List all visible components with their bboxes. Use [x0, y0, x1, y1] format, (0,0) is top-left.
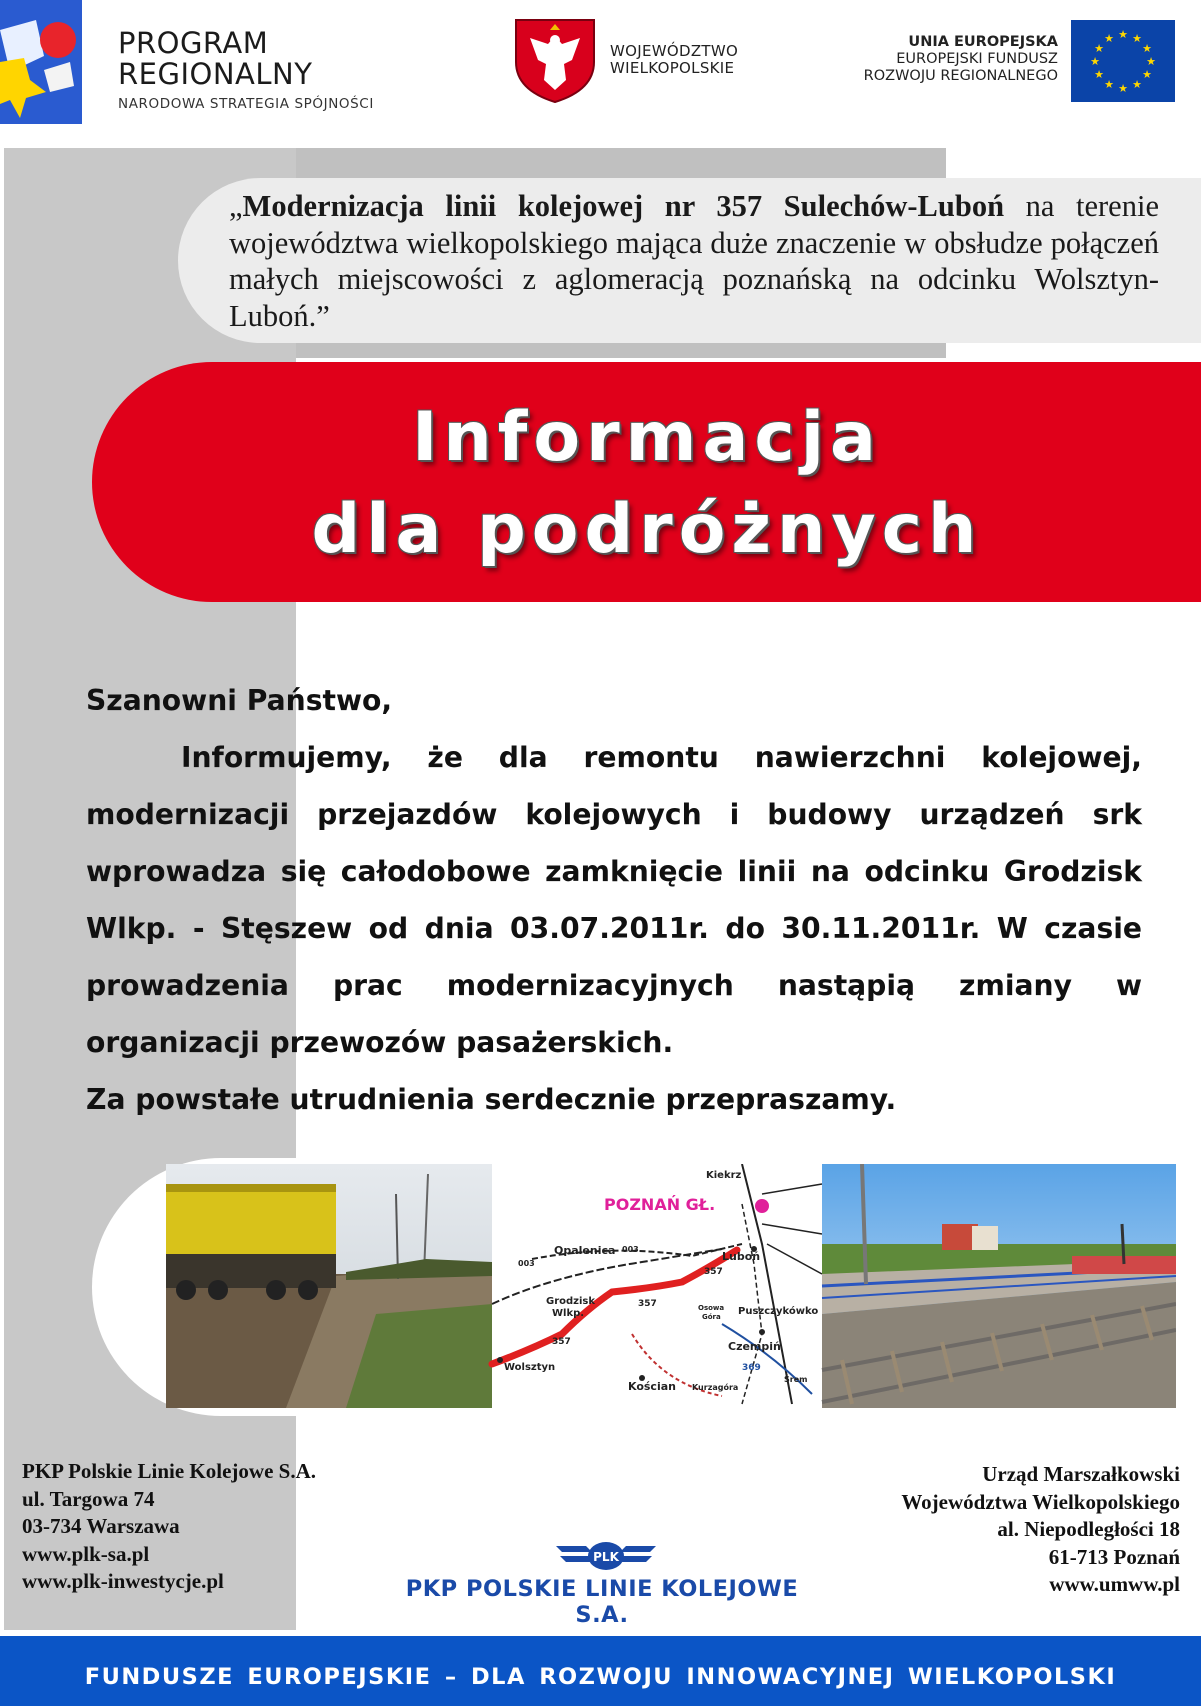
svg-text:★: ★	[1104, 32, 1114, 45]
svg-text:★: ★	[1094, 42, 1104, 55]
umww-website-link[interactable]: www.umww.pl	[1049, 1572, 1180, 1596]
svg-text:★: ★	[1104, 78, 1114, 91]
svg-text:★: ★	[1090, 55, 1100, 68]
map-label-369: 369	[742, 1363, 761, 1373]
map-label-357-a: 357	[638, 1299, 657, 1309]
map-label-kurzagora: Kurzagóra	[692, 1383, 739, 1392]
eu-line3: ROZWOJU REGIONALNEGO	[863, 68, 1058, 84]
plk-website-link[interactable]: www.plk-sa.pl	[22, 1541, 150, 1566]
program-subtitle: NARODOWA STRATEGIA SPÓJNOŚCI	[118, 96, 374, 112]
apology: Za powstałe utrudnienia serdecznie przepraszamy.	[86, 1083, 897, 1116]
program-title-line2: REGIONALNY	[118, 57, 313, 91]
banner-line1: Informacja	[412, 398, 882, 477]
route-map	[492, 1164, 822, 1408]
map-label-gora: Góra	[702, 1313, 721, 1321]
program-regionalny-logo	[0, 0, 82, 124]
plk-inwestycje-link[interactable]: www.plk-inwestycje.pl	[22, 1569, 224, 1593]
map-label-puszczykowko: Puszczykówko	[738, 1306, 819, 1317]
umww-address-line: Województwa Wielkopolskiego	[901, 1489, 1180, 1514]
eu-line2: EUROPEJSKI FUNDUSZ	[896, 51, 1058, 67]
plk-address	[22, 1458, 316, 1596]
voivodeship-line1: WOJEWÓDZTWO	[610, 42, 739, 60]
map-label-003-b: 003	[518, 1259, 535, 1268]
map-label-poznan: POZNAŃ GŁ.	[604, 1195, 716, 1214]
map-label-koscian: Kościan	[628, 1380, 676, 1393]
svg-text:★: ★	[1142, 68, 1152, 81]
umww-address-line: 61-713 Poznań	[1048, 1544, 1180, 1569]
svg-text:★: ★	[1146, 55, 1156, 68]
map-label-wolsztyn: Wolsztyn	[504, 1362, 556, 1373]
plk-logo-icon	[556, 1538, 656, 1576]
map-label-357-c: 357	[704, 1267, 723, 1277]
photo-platform-track	[822, 1164, 1176, 1408]
map-label-osowa: Osowa	[698, 1304, 725, 1312]
map-label-kiekrz: Kiekrz	[706, 1170, 742, 1181]
voivodeship-text	[610, 43, 738, 77]
photo-construction-train	[166, 1164, 492, 1408]
map-label-srem: Śrem	[784, 1375, 808, 1384]
umww-address-line: Urząd Marszałkowski	[982, 1462, 1180, 1486]
quote-bold: Modernizacja linii kolejowej nr 357 Sulechów-Luboń	[242, 189, 1005, 223]
bottom-bar-text: FUNDUSZE EUROPEJSKIE – DLA ROZWOJU INNOWACYJNEJ WIELKOPOLSKI	[84, 1664, 1117, 1690]
map-label-357-b: 357	[552, 1337, 571, 1347]
map-label-czempin: Czempiń	[728, 1340, 781, 1353]
eu-text	[800, 34, 1058, 85]
svg-text:★: ★	[1132, 78, 1142, 91]
map-label-grodzisk-1: Grodzisk	[546, 1296, 596, 1307]
plk-address-line: 03-734 Warszawa	[22, 1514, 180, 1538]
plk-address-line: ul. Targowa 74	[22, 1486, 155, 1511]
map-label-grodzisk-2: Wlkp.	[552, 1308, 585, 1319]
umww-address-line: al. Niepodległości 18	[997, 1517, 1180, 1541]
plk-company-name: PKP POLSKIE LINIE KOLEJOWE S.A.	[405, 1576, 799, 1628]
svg-text:★: ★	[1118, 82, 1128, 95]
plk-address-line: PKP Polskie Linie Kolejowe S.A.	[22, 1459, 316, 1483]
banner-title	[92, 392, 1201, 576]
notice-body	[86, 672, 1142, 1128]
project-quote	[229, 188, 1159, 334]
map-label-opalenica: Opalenica	[554, 1244, 616, 1257]
svg-text:★: ★	[1132, 32, 1142, 45]
eu-flag-icon	[1071, 20, 1175, 102]
quote-rest: na terenie województwa wielkopolskiego mająca duże znaczenie w obsłudze połączeń małych miejscowości z aglomeracją poznańską na odcinku Wolsztyn-Luboń.”	[229, 189, 1159, 333]
program-regionalny-text	[118, 28, 374, 112]
eagle-shield-icon	[514, 18, 596, 104]
notice-text: Informujemy, że dla remontu nawierzchni kolejowej, modernizacji przejazdów kolejowych i budowy urządzeń srk wprowadza się całodobowe zamknięcie linii na odcinku Grodzisk Wlkp. - Stęszew od dnia 03.07.2011r. do 30.11.2011r. W czasie prowadzenia prac modernizacyjnych nastąpią zmiany w organizacji przewozów pasażerskich.	[86, 741, 1142, 1059]
map-label-003-a: 003	[622, 1245, 639, 1254]
photo-row	[166, 1164, 1176, 1408]
voivodeship-line2: WIELKOPOLSKIE	[610, 59, 735, 77]
svg-text:★: ★	[1094, 68, 1104, 81]
salutation: Szanowni Państwo,	[86, 684, 393, 717]
umww-address	[800, 1461, 1180, 1599]
map-label-lubon: Luboń	[722, 1250, 761, 1263]
svg-text:★: ★	[1118, 28, 1128, 41]
banner-line2: dla podróżnych	[311, 490, 983, 569]
plk-logo-label: PLK	[593, 1550, 619, 1564]
eu-line1: UNIA EUROPEJSKA	[908, 34, 1058, 50]
quote-open: „	[229, 189, 243, 223]
svg-text:★: ★	[1142, 42, 1152, 55]
program-title-line1: PROGRAM	[118, 26, 269, 60]
